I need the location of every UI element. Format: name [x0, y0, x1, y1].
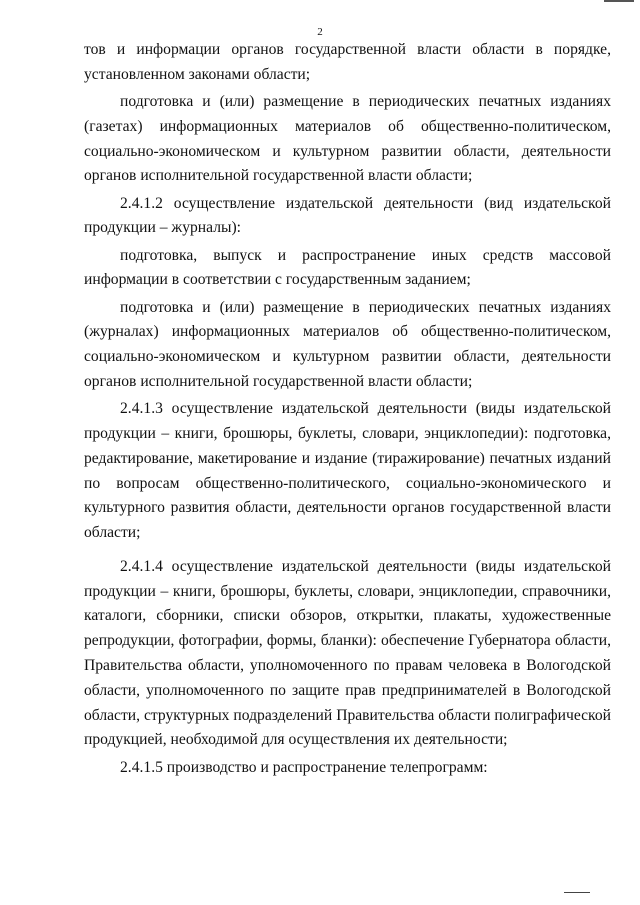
scan-edge-mark-bottom [564, 892, 590, 893]
paragraph-clause-2-4-1-2: 2.4.1.2 осуществление издательской деятельности (вид издательской продукции – журналы): [84, 194, 611, 237]
paragraph: подготовка, выпуск и распространение иных средств массовой информации в соответствии с государственным заданием; [84, 246, 611, 289]
document-body [84, 38, 611, 783]
paragraph-clause-2-4-1-4: 2.4.1.4 осуществление издательской деятельности (виды издательской продукции – книги, брошюры, буклеты, словари, энциклопедии, справочники, каталоги, сборники, списки обзоров, открытки, плакаты, художественные репродукции, фотографии, формы, бланки): обеспечение Губернатора области, Правительства области, уполномоченного по правам человека в Вологодской области, уполномоченного по защите прав предпринимателей в Вологодской области, структурных подразделений Правительства области полиграфической продукцией, необходимой для осуществления их деятельности; [84, 557, 611, 749]
paragraph: подготовка и (или) размещение в периодических печатных изданиях (газетах) информационных материалов об общественно-политическом, социально-экономическом и культурном развитии области, деятельности органов исполнительной государственной власти области; [84, 92, 611, 185]
paragraph-continuation: тов и информации органов государственной власти области в порядке, установленном законами области; [84, 41, 611, 83]
page-number: 2 [317, 26, 323, 38]
paragraph: подготовка и (или) размещение в периодических печатных изданиях (журналах) информационных материалов об общественно-политическом, социально-экономическом и культурном развитии области, деятельности органов исполнительной государственной власти области; [84, 298, 611, 390]
paragraph-clause-2-4-1-5: 2.4.1.5 производство и распространение телепрограмм: [120, 758, 488, 776]
scan-edge-mark-top [604, 0, 634, 2]
paragraph-clause-2-4-1-3: 2.4.1.3 осуществление издательской деятельности (виды издательской продукции – книги, брошюры, буклеты, словари, энциклопедии): подготовка, редактирование, макетирование и издание (тиражирование) печатных изданий по вопросам общественно-политического, социально-экономического и культурного развития области, деятельности органов государственной власти области; [84, 400, 611, 542]
